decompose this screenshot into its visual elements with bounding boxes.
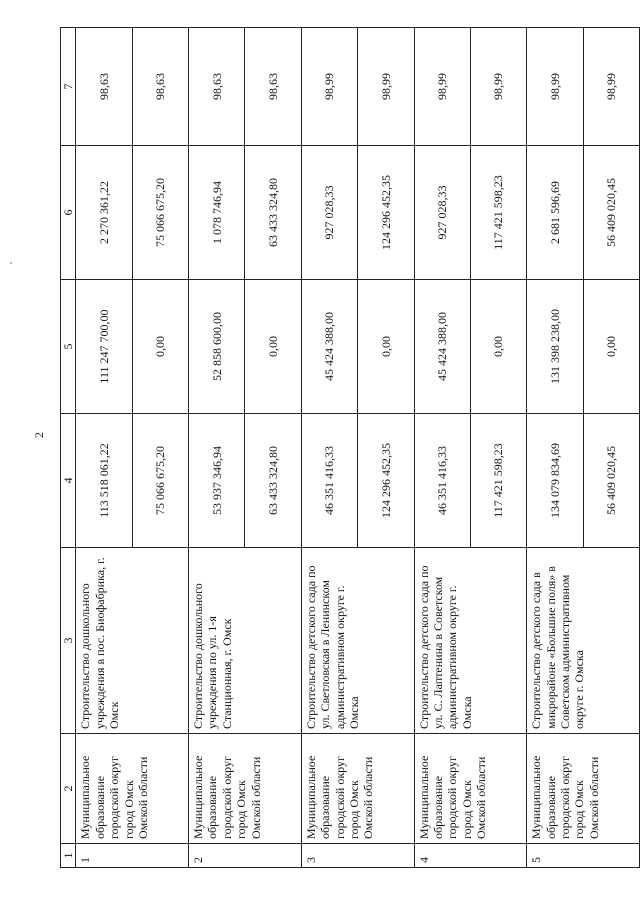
value-cell: 45 424 388,00	[301, 280, 357, 414]
column-header: 5	[61, 280, 76, 414]
value-cell: 1 078 746,94	[189, 146, 245, 280]
value-cell: 75 066 675,20	[132, 146, 188, 280]
row-number: 4	[414, 844, 527, 868]
value-cell: 98,99	[301, 28, 357, 146]
table-row	[189, 28, 245, 868]
project-cell: Строительство детского сада по ул. Светловская в Ленинском административном округе г. Омска	[301, 548, 414, 734]
value-cell: 2 681 596,69	[527, 146, 583, 280]
project-cell: Строительство детского сада по ул. С. Лаптенина в Советском административном округе г. Омска	[414, 548, 527, 734]
entity-cell: Муниципальное образование городской округ город Омск Омской области	[76, 734, 189, 844]
column-header: 2	[61, 734, 76, 844]
value-cell: 75 066 675,20	[132, 414, 188, 548]
entity-cell: Муниципальное образование городской округ город Омск Омской области	[189, 734, 302, 844]
project-cell: Строительство дошкольного учреждения по ул. 1-я Станционная, г. Омск	[189, 548, 302, 734]
value-cell: 117 421 598,23	[470, 414, 526, 548]
value-cell: 0,00	[132, 280, 188, 414]
table-row	[527, 28, 583, 868]
project-cell: Строительство детского сада в микрорайоне «Большие поля» в Советском административном округе г. Омска	[527, 548, 640, 734]
value-cell: 98,99	[583, 28, 639, 146]
entity-cell: Муниципальное образование городской округ город Омск Омской области	[527, 734, 640, 844]
value-cell: 52 858 600,00	[189, 280, 245, 414]
row-number: 5	[527, 844, 640, 868]
value-cell: 117 421 598,23	[470, 146, 526, 280]
value-cell: 98,99	[358, 28, 414, 146]
value-cell: 53 937 346,94	[189, 414, 245, 548]
value-cell: 2 270 361,22	[76, 146, 132, 280]
row-number: 1	[76, 844, 189, 868]
column-header: 4	[61, 414, 76, 548]
project-cell: Строительство дошкольного учреждения в пос. Биофабрика, г. Омск	[76, 548, 189, 734]
value-cell: 134 079 834,69	[527, 414, 583, 548]
value-cell: 113 518 061,22	[76, 414, 132, 548]
page-number: 2	[32, 432, 46, 438]
value-cell: 45 424 388,00	[414, 280, 470, 414]
value-cell: 98,63	[245, 28, 301, 146]
value-cell: 46 351 416,33	[414, 414, 470, 548]
column-header: 7	[61, 28, 76, 146]
table-row	[414, 28, 470, 868]
column-header: 3	[61, 548, 76, 734]
value-cell: 56 409 020,45	[583, 414, 639, 548]
table-row	[76, 28, 132, 868]
rotated-table-wrapper	[60, 28, 640, 868]
value-cell: 124 296 452,35	[358, 414, 414, 548]
value-cell: 111 247 700,00	[76, 280, 132, 414]
value-cell: 927 028,33	[301, 146, 357, 280]
value-cell: 0,00	[358, 280, 414, 414]
value-cell: 63 433 324,80	[245, 146, 301, 280]
entity-cell: Муниципальное образование городской округ город Омск Омской области	[301, 734, 414, 844]
value-cell: 98,63	[189, 28, 245, 146]
header-row	[61, 28, 76, 868]
value-cell: 0,00	[583, 280, 639, 414]
value-cell: 98,63	[76, 28, 132, 146]
value-cell: 98,99	[470, 28, 526, 146]
value-cell: 98,99	[414, 28, 470, 146]
value-cell: 927 028,33	[414, 146, 470, 280]
value-cell: 0,00	[245, 280, 301, 414]
column-header: 6	[61, 146, 76, 280]
entity-cell: Муниципальное образование городской округ город Омск Омской области	[414, 734, 527, 844]
value-cell: 131 398 238,00	[527, 280, 583, 414]
value-cell: 56 409 020,45	[583, 146, 639, 280]
scan-speck	[10, 262, 12, 264]
table-row	[301, 28, 357, 868]
value-cell: 98,99	[527, 28, 583, 146]
column-header: 1	[61, 844, 76, 868]
value-cell: 63 433 324,80	[245, 414, 301, 548]
row-number: 2	[189, 844, 302, 868]
value-cell: 46 351 416,33	[301, 414, 357, 548]
value-cell: 98,63	[132, 28, 188, 146]
value-cell: 124 296 452,35	[358, 146, 414, 280]
data-table	[60, 27, 640, 868]
value-cell: 0,00	[470, 280, 526, 414]
row-number: 3	[301, 844, 414, 868]
